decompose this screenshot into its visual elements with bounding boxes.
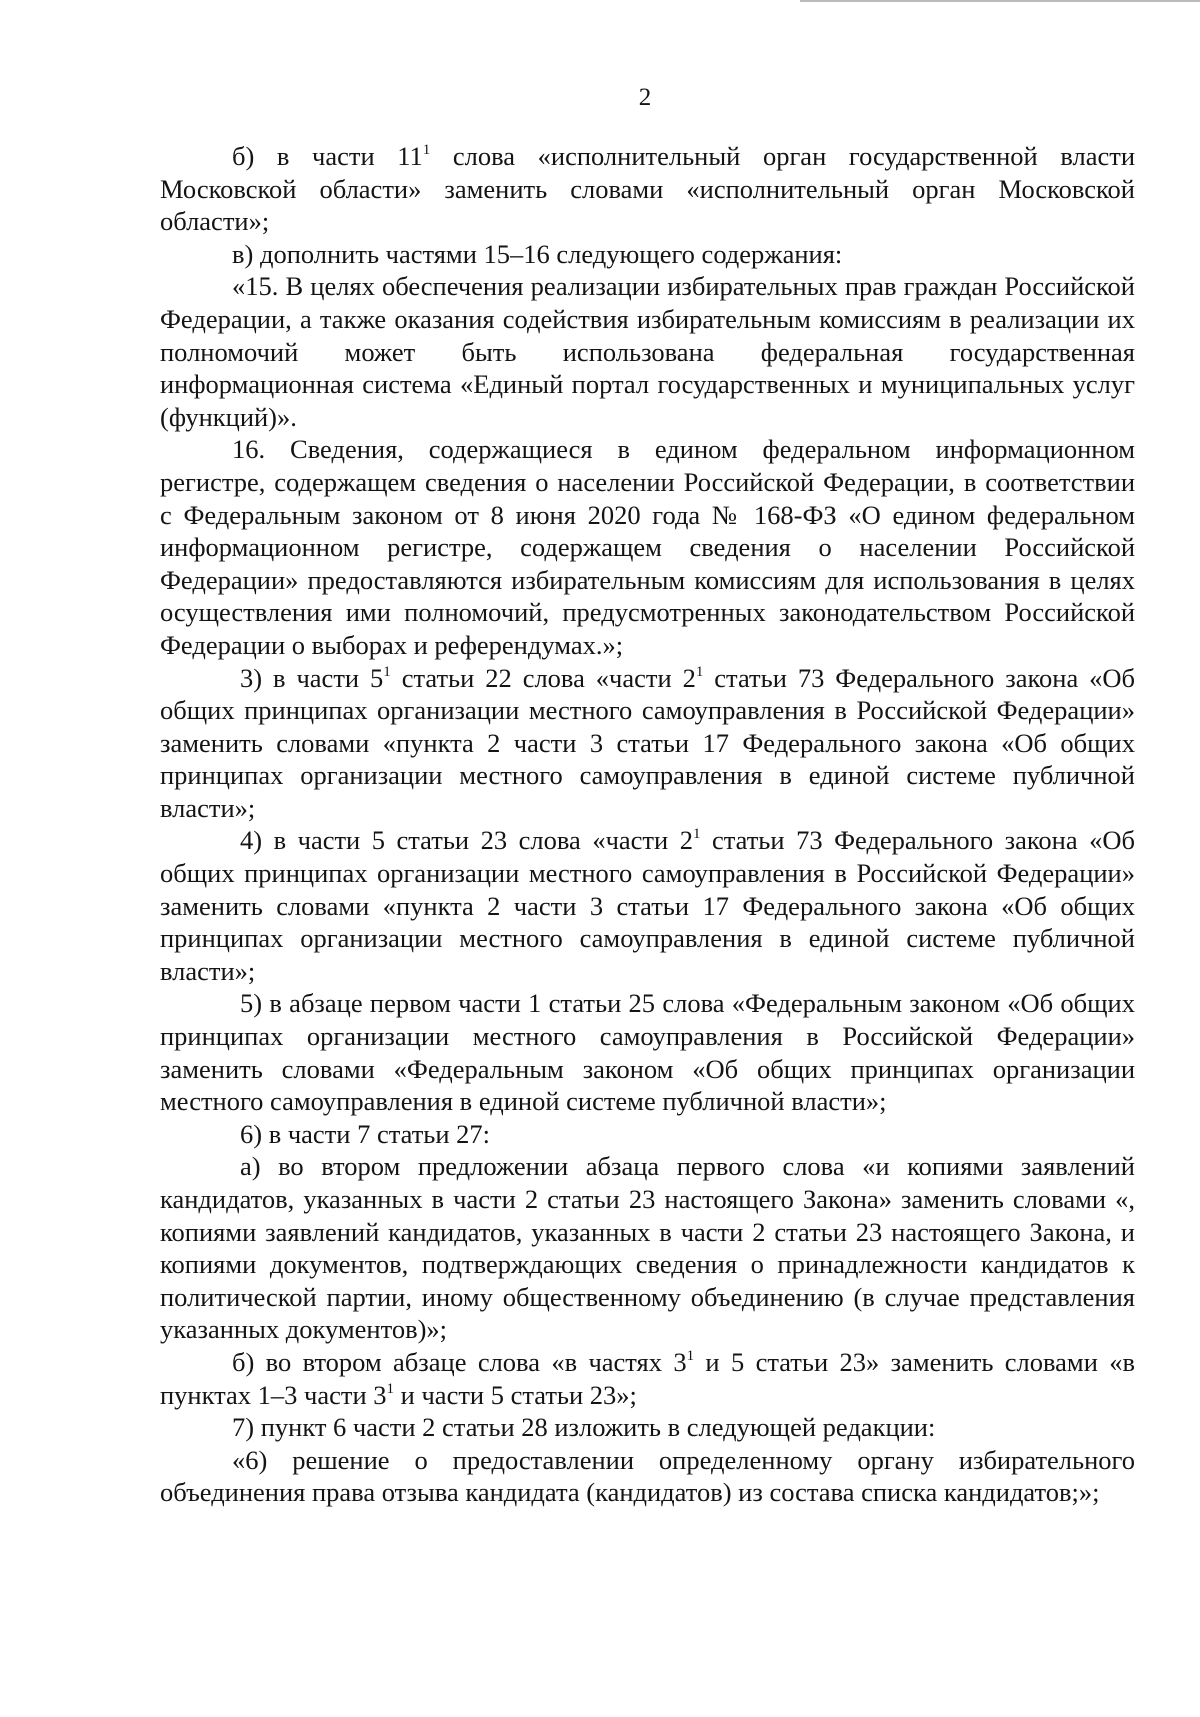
paragraph-b: б) в части $11^1$ слова «исполнительный орган государственной власти Московской области» заменить словами «исполнительный орган Московской области»; [160, 141, 1136, 237]
item-4: 4) в части 5 статьи 23 слова «части $2^1$ статьи 73 Федерального закона «Об общих принципах организации местного самоуправления в Российской Федерации» заменить словами «пункта 2 части 3 статьи 17 Федерального закона «Об общих принципах организации местного самоуправления в единой системе публичной власти»; [160, 825, 1135, 986]
item-3: 3) в части $5^1$ статьи 22 слова «части $2^1$ статьи 73 Федерального закона «Об общих принципах организации местного самоуправления в Российской Федерации» заменить словами «пункта 2 части 3 статьи 17 Федерального закона «Об общих принципах организации местного самоуправления в единой системе публичной власти»; [160, 662, 1136, 823]
item-6b: б) во втором абзаце слова «в частях $3^1$ и 5 статьи 23» заменить словами «в пунктах 1–3 части $3^1$ и части 5 статьи 23»; [160, 1346, 1135, 1410]
page-number: 2 [638, 84, 652, 111]
item-6: 6) в части 7 статьи 27: [240, 1118, 491, 1149]
scan-edge [0, 0, 1200, 3]
item-6a: а) во втором предложении абзаца первого слова «и копиями заявлений кандидатов, указанных в части 2 статьи 23 настоящего Закона» заменить словами «, копиями заявлений кандидатов, указанных в части 2 статьи 23 настоящего Закона, и копиями документов, подтверждающих сведения о принадлежности кандидатов к политической партии, иному общественному объединению (в случае представления указанных документов)»; [160, 1151, 1135, 1345]
item-7: 7) пункт 6 части 2 статьи 28 изложить в следующей редакции: [232, 1412, 936, 1443]
paragraph-16: 16. Сведения, содержащиеся в едином федеральном информационном регистре, содержащем сведения о населении Российской Федерации, в соответствии с Федеральным законом от 8 июня 2020 года № 168-ФЗ «О едином федеральном информационном регистре, содержащем сведения о населении Российской Федерации» предоставляются избирательным комиссиям для использования в целях осуществления ими полномочий, предусмотренных законодательством Российской Федерации о выборах и референдумах.»; [160, 434, 1135, 660]
item-7-quote: «6) решение о предоставлении определенному органу избирательного объединения права отзыва кандидата (кандидатов) из состава списка кандидатов;»; [160, 1444, 1135, 1508]
item-5: 5) в абзаце первом части 1 статьи 25 слова «Федеральным законом «Об общих принципах организации местного самоуправления в Российской Федерации» заменить словами «Федеральным законом «Об общих принципах организации местного самоуправления в единой системе публичной власти»; [160, 988, 1135, 1117]
paragraph-v: в) дополнить частями 15–16 следующего содержания: [232, 238, 843, 269]
paragraph-15: «15. В целях обеспечения реализации избирательных прав граждан Российской Федерации, а также оказания содействия избирательным комиссиям в реализации их полномочий может быть использована федеральная государственная информационная система «Единый портал государственных и муниципальных услуг (функций)». [160, 271, 1135, 432]
document-body [160, 140, 1135, 1509]
